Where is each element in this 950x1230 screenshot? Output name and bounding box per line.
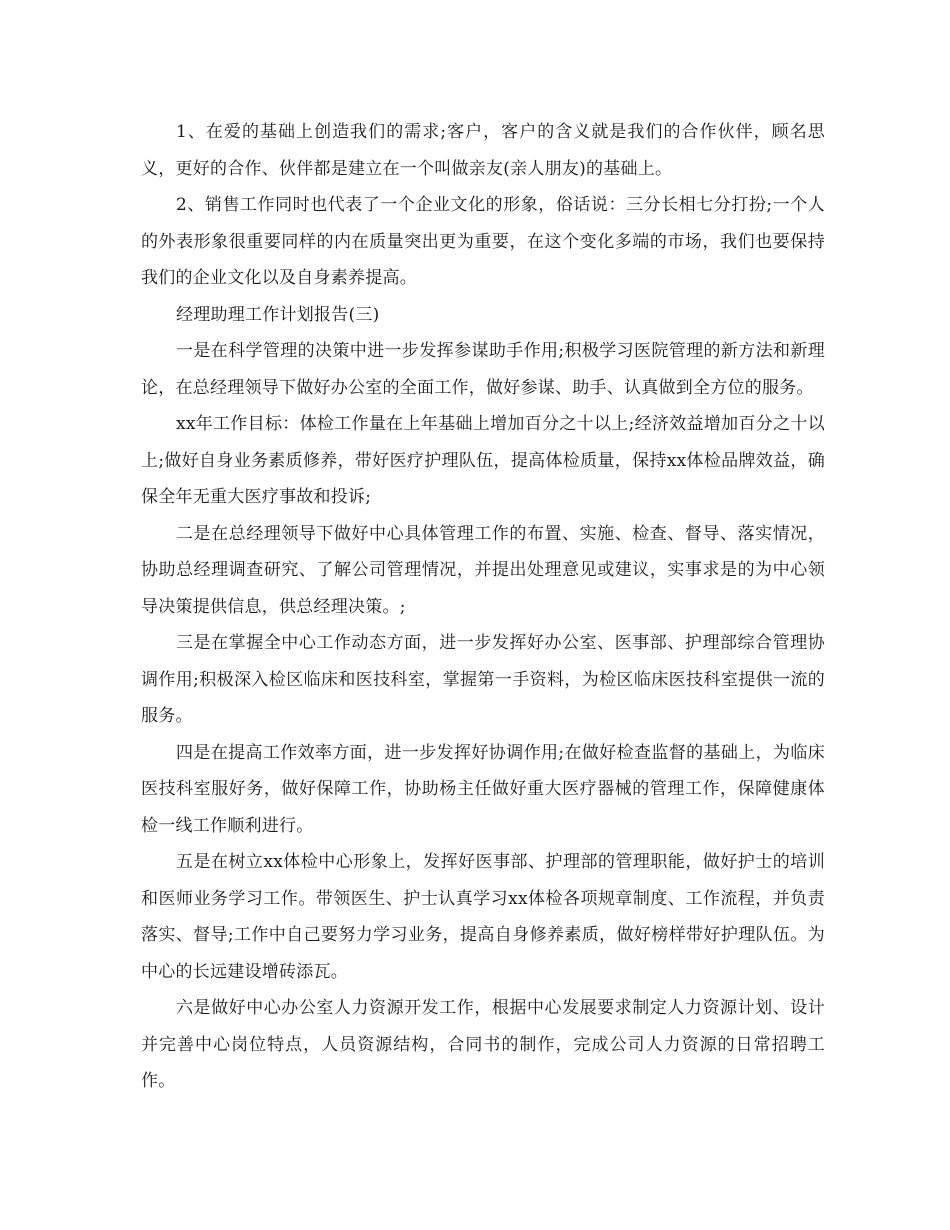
paragraph-annual-goals: xx年工作目标：体检工作量在上年基础上增加百分之十以上;经济效益增加百分之十以上;做好自身业务素质修养，带好医疗护理队伍，提高体检质量，保持xx体检品牌效益，确保全年无重大医疗事故和投诉; — [141, 414, 825, 507]
paragraph-item-1: 一是在科学管理的决策中进一步发挥参谋助手作用;积极学习医院管理的新方法和新理论，在总经理领导下做好办公室的全面工作，做好参谋、助手、认真做到全方位的服务。 — [141, 341, 825, 398]
document-page — [141, 114, 825, 1100]
section-title: 经理助理工作计划报告(三) — [176, 304, 380, 325]
paragraph-item-3: 三是在掌握全中心工作动态方面，进一步发挥好办公室、医事部、护理部综合管理协调作用;积极深入检区临床和医技科室，掌握第一手资料，为检区临床医技科室提供一流的服务。 — [141, 633, 825, 726]
paragraph-love-foundation: 1、在爱的基础上创造我们的需求;客户，客户的含义就是我们的合作伙伴，顾名思义，更好的合作、伙伴都是建立在一个叫做亲友(亲人朋友)的基础上。 — [141, 122, 825, 179]
paragraph-item-6: 六是做好中心办公室人力资源开发工作，根据中心发展要求制定人力资源计划、设计并完善中心岗位特点，人员资源结构，合同书的制作，完成公司人力资源的日常招聘工作。 — [141, 998, 825, 1091]
paragraph-item-5: 五是在树立xx体检中心形象上，发挥好医事部、护理部的管理职能，做好护士的培训和医师业务学习工作。带领医生、护士认真学习xx体检各项规章制度、工作流程，并负责落实、督导;工作中自己要努力学习业务，提高自身修养素质，做好榜样带好护理队伍。为中心的长远建设增砖添瓦。 — [141, 852, 825, 982]
paragraph-item-2: 二是在总经理领导下做好中心具体管理工作的布置、实施、检查、督导、落实情况，协助总经理调查研究、了解公司管理情况，并提出处理意见或建议，实事求是的为中心领导决策提供信息，供总经理决策。; — [141, 523, 825, 617]
paragraph-corporate-image: 2、销售工作同时也代表了一个企业文化的形象，俗话说：三分长相七分打扮;一个人的外表形象很重要同样的内在质量突出更为重要，在这个变化多端的市场，我们也要保持我们的企业文化以及自身素养提高。 — [141, 195, 825, 288]
paragraph-item-4: 四是在提高工作效率方面，进一步发挥好协调作用;在做好检查监督的基础上，为临床医技科室服好务，做好保障工作，协助杨主任做好重大医疗器械的管理工作，保障健康体检一线工作顺利进行。 — [141, 742, 825, 836]
